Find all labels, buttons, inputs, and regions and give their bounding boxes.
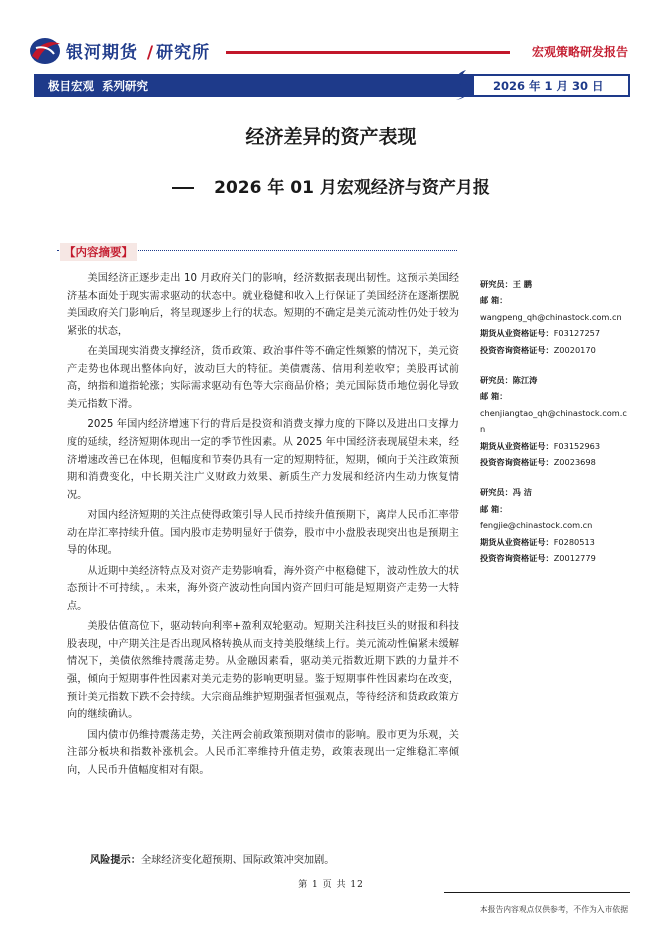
analyst-email[interactable]: fengjie@chinastock.com.cn <box>480 520 593 531</box>
brand-name: 银河期货 <box>66 43 138 63</box>
abstract-paragraph: 美股估值高位下，驱动转向利率+盈利双轮驱动。短期关注科技巨头的财报和科技股表现，中产期关注是否出现风格转换从而支持美股继续上行。美元流动性偏紧未缓解情况下，美债依然维持震荡走势。从金融因素看，驱动美元指数近期下跌的力量并不强，倾向于短期事件性因素对美元走势的影响更明显。鉴于短期事件性因素均在改变，预计美元指数下跌不会持续。大宗商品维护短期强者恒强观点，等待经济和货政政策方向的继续确认。 <box>67 621 459 721</box>
analyst-cert1: F03152963 <box>553 440 601 451</box>
analyst-email-label: 邮 箱： <box>480 391 508 402</box>
analyst-cert1-label: 期货从业资格证号： <box>480 440 554 451</box>
report-title: 经济差异的资产表现 <box>245 126 417 148</box>
subtitle-dash <box>172 187 194 189</box>
analyst-card <box>480 276 630 358</box>
analyst-cert1-label: 期货从业资格证号： <box>480 328 554 339</box>
report-subtitle <box>0 173 662 198</box>
abstract-paragraph: 2025 年国内经济增速下行的背后是投资和消费支撑力度的下降以及进出口支撑力度的延续，经济短期体现出一定的季节性因素。从 2025 年中国经济表现展望未来，经济增速改善已在体现，但幅度和节奏仍具有一定的短期特征，短期，倾向于关注政策预期和消费变化，中长期关注广义财政力效果、新质生产力发展和经济内生动力恢复情况。 <box>67 419 459 501</box>
analyst-cert2: Z0020170 <box>553 344 596 355</box>
analyst-panel <box>480 276 630 581</box>
analyst-cert1-label: 期货从业资格证号： <box>480 536 554 547</box>
abstract-paragraph: 从近期中美经济特点及对资产走势影响看，海外资产中枢稳健下，波动性放大的状态预计不可持续，。未来，海外资产波动性向国内资产回归可能是短期资产走势一大特点。 <box>67 565 459 612</box>
subtitle-text: 2026 年 01 月宏观经济与资产月报 <box>214 178 490 198</box>
analyst-cert2-label: 投资咨询资格证号： <box>480 553 554 564</box>
analyst-role-label: 研究员： <box>480 487 513 498</box>
report-date: 2026 年 1 月 30 日 <box>493 79 604 93</box>
analyst-cert2: Z0012779 <box>553 553 596 564</box>
page-number: 第 1 页 共 12 <box>298 880 364 890</box>
analyst-email-label: 邮 箱： <box>480 295 508 306</box>
series-label: 系列研究 <box>102 79 148 93</box>
risk-label: 风险提示： <box>90 855 141 866</box>
abstract-paragraph: 对国内经济短期的关注点使得政策引导人民币持续升值预期下，离岸人民币汇率带动在岸汇率持续升值。国内股市走势明显好于债券，股市中小盘股表现突出也是预期主导的体现。 <box>67 510 459 557</box>
abstract-paragraph: 在美国现实消费支撑经济，货币政策、政治事件等不确定性频繁的情况下，美元资产走势也体现出整体向好，波动巨大的特征。美债震荡、信用利差收窄；美股再试前高，纳指和道指轮涨；实际需求驱动有色等大宗商品价格；美元国际货币地位弱化导致美元指数下滑。 <box>67 346 459 410</box>
brand-sub: 研究所 <box>156 43 211 63</box>
analyst-cert1: F0280513 <box>553 536 595 547</box>
dept-series <box>48 78 148 94</box>
analyst-name: 王 鹏 <box>512 279 532 289</box>
abstract-label: 【内容摘要】 <box>60 243 137 261</box>
analyst-cert1: F03127257 <box>553 328 601 339</box>
footer-disclaimer: 本报告内容观点仅供参考，不作为入市依据 <box>479 905 628 914</box>
footer-rule <box>444 892 630 893</box>
analyst-email[interactable]: chenjiangtao_qh@chinastock.com.cn <box>480 407 627 435</box>
analyst-email[interactable]: wangpeng_qh@chinastock.com.cn <box>480 311 622 322</box>
abstract-paragraph: 国内债市仍维持震荡走势，关注两会前政策预期对债市的影响。股市更为乐观，关注部分板块和指数补涨机会。人民币汇率维持升值走势，政策表现出一定维稳汇率倾向，人民币升值幅度相对有限。 <box>67 729 459 776</box>
brand-separator: / <box>146 43 155 63</box>
dept-label: 极目宏观 <box>48 79 94 93</box>
brand-title <box>66 38 210 63</box>
abstract-paragraph: 美国经济正逐步走出 10 月政府关门的影响，经济数据表现出韧性。这预示美国经济基本面处于现实需求驱动的状态中。就业稳健和收入上行保证了美国经济在逐渐摆脱美国政府关门影响后，将呈现逐步上行的状态。短期的不确定是美元流动性仍处于较为紧张的状态， <box>67 273 459 337</box>
risk-warning <box>90 851 335 866</box>
abstract-body <box>67 270 459 782</box>
galaxy-logo-icon <box>28 36 62 66</box>
analyst-cert2-label: 投资咨询资格证号： <box>480 344 554 355</box>
analyst-card <box>480 372 630 470</box>
report-type: 宏观策略研发报告 <box>531 45 628 59</box>
header-red-rule <box>226 51 510 54</box>
analyst-email-label: 邮 箱： <box>480 503 508 514</box>
analyst-role-label: 研究员： <box>480 279 513 289</box>
analyst-role-label: 研究员： <box>480 375 513 386</box>
analyst-cert2-label: 投资咨询资格证号： <box>480 457 554 468</box>
analyst-card <box>480 484 630 566</box>
analyst-cert2: Z0023698 <box>553 457 596 468</box>
analyst-name: 冯 洁 <box>512 487 532 498</box>
swoosh-emblem-icon <box>448 68 476 102</box>
analyst-name: 陈江涛 <box>512 375 538 386</box>
risk-text: 全球经济变化超预期、国际政策冲突加剧。 <box>140 855 335 866</box>
